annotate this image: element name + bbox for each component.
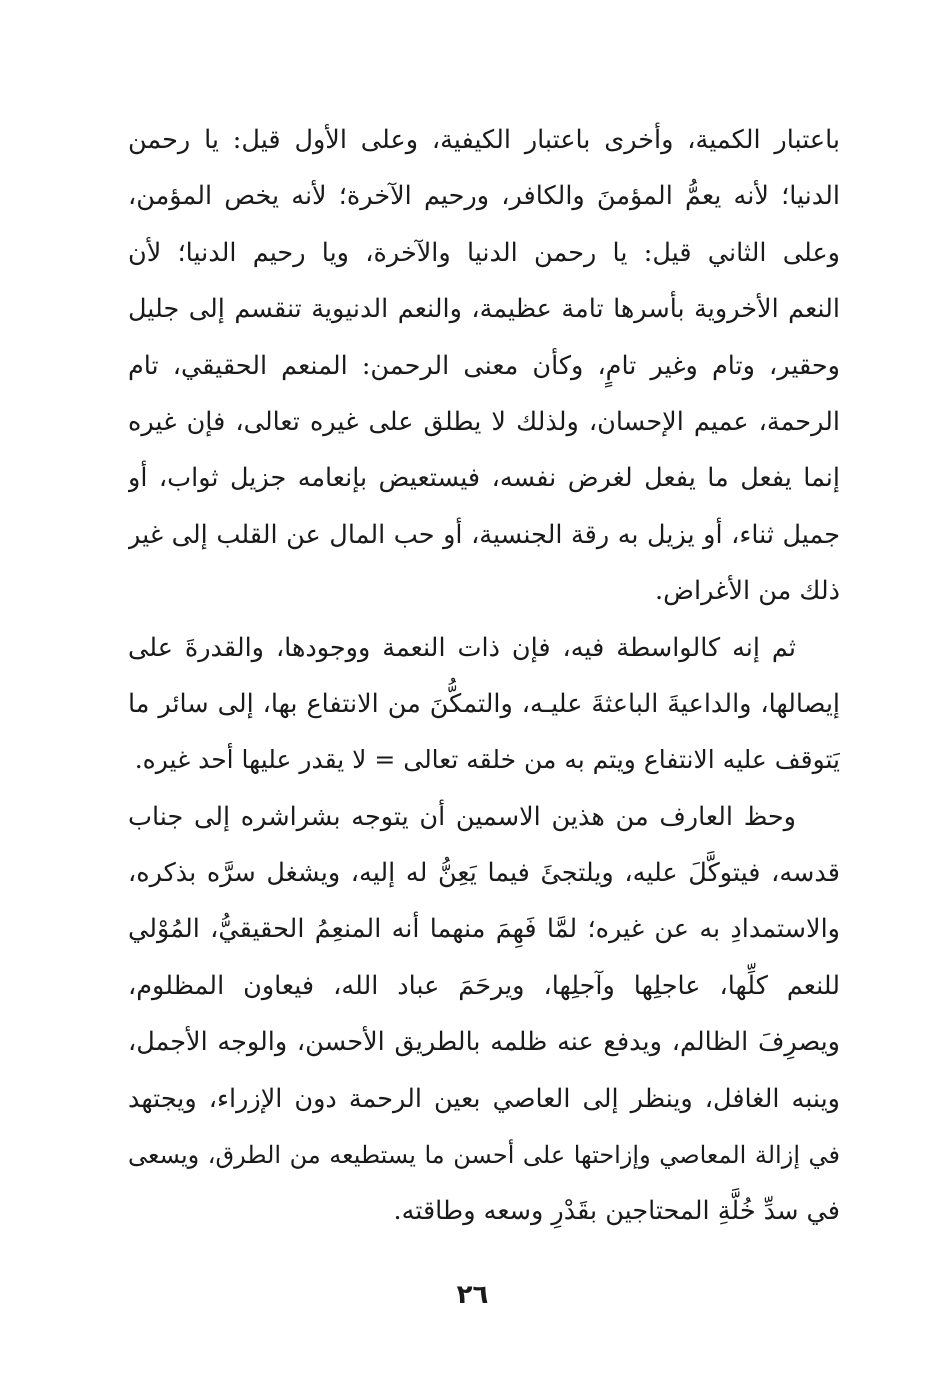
text-line: يَتوقف عليه الانتفاع ويتم به من خلقه تعالى = لا يقدر عليها أحد غيره. — [134, 745, 840, 775]
text-line: وحقير، وتام وغير تامٍ، وكأن معنى الرحمن: المنعم الحقيقي، تام — [128, 350, 840, 381]
text-line: في سدِّ خُلَّةِ المحتاجين بقَدْرِ وسعه وطاقته. — [393, 1196, 840, 1227]
text-line: ذلك من الأغراض. — [655, 576, 840, 607]
text-line: الرحمة، عميم الإحسان، ولذلك لا يطلق على غيره تعالى، فإن غيره — [128, 406, 840, 437]
page-number: ٢٦ — [456, 1280, 489, 1310]
text-line: قدسه، فيتوكَّلَ عليه، ويلتجئَ فيما يَعِنُّ له إليه، ويشغل سرَّه بذكره، — [128, 858, 840, 889]
text-line: للنعم كلِّها، عاجلِها وآجلِها، ويرحَمَ عباد الله، فيعاون المظلوم، — [128, 970, 840, 1001]
text-line: والاستمدادِ به عن غيره؛ لمَّا فَهِمَ منهما أنه المنعِمُ الحقيقيُّ، المُوْلي — [128, 914, 840, 945]
text-line: إنما يفعل ما يفعل لغرض نفسه، فيستعيض بإنعامه جزيل ثواب، أو — [128, 463, 840, 494]
text-line: جميل ثناء، أو يزيل به رقة الجنسية، أو حب المال عن القلب إلى غير — [128, 519, 840, 550]
text-line: وعلى الثاني قيل: يا رحمن الدنيا والآخرة، ويا رحيم الدنيا؛ لأن — [128, 237, 840, 268]
text-line: إيصالها، والداعيةَ الباعثةَ عليـه، والتمكُّنَ من الانتفاع بها، إلى سائر ما — [128, 688, 840, 719]
text-line: باعتبار الكمية، وأخرى باعتبار الكيفية، وعلى الأول قيل: يا رحمن — [128, 125, 840, 155]
text-line: في إزالة المعاصي وإزاحتها على أحسن ما يستطيعه من الطرق، ويسعى — [128, 1141, 840, 1170]
text-line: وينبه الغافل، وينظر إلى العاصي بعين الرحمة دون الإزراء، ويجتهد — [128, 1083, 840, 1114]
text-line: ويصرِفَ الظالم، ويدفع عنه ظلمه بالطريق الأحسن، والوجه الأجمل، — [128, 1027, 840, 1058]
text-line: ثم إنه كالواسطة فيه، فإن ذات النعمة ووجودها، والقدرةَ على — [128, 632, 796, 663]
page-body-text — [128, 112, 840, 1240]
text-line: وحظ العارف من هذين الاسمين أن يتوجه بشراشره إلى جناب — [128, 801, 796, 832]
text-line: النعم الأخروية بأسرها تامة عظيمة، والنعم الدنيوية تنقسم إلى جليل — [128, 294, 840, 325]
text-line: الدنيا؛ لأنه يعمُّ المؤمنَ والكافر، ورحيم الآخرة؛ لأنه يخص المؤمن، — [128, 181, 840, 212]
